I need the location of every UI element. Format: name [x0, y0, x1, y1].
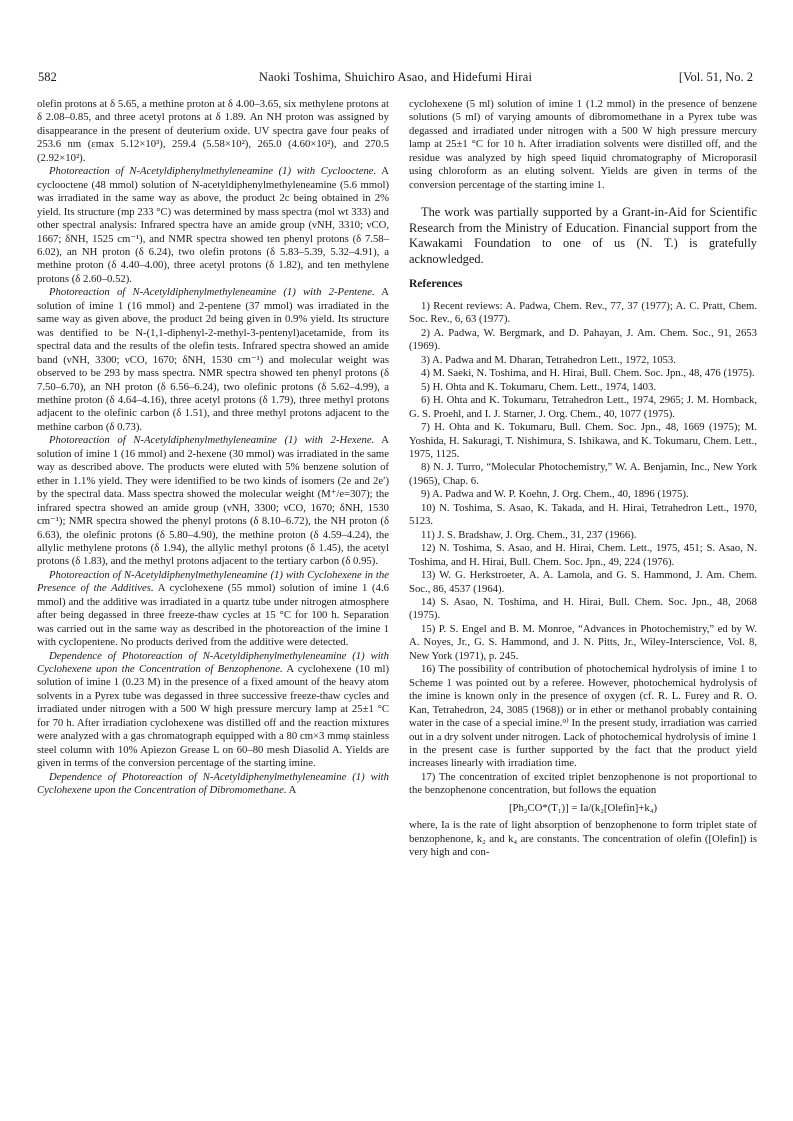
reference-item: 4) M. Saeki, N. Toshima, and H. Hirai, Bull. Chem. Soc. Jpn., 48, 476 (1975). [421, 367, 755, 380]
section-title: Photoreaction of N-Acetyldiphenylmethyleneamine (1) with 2-Pentene. [49, 286, 375, 299]
page-number: 582 [38, 70, 57, 84]
section-title: Photoreaction of N-Acetyldiphenylmethyleneamine (1) with Cyclooctene. [49, 165, 377, 178]
equation: [Ph₂CO*(T₁)] = Ia/(k₂[Olefin]+k₄) [508, 801, 658, 814]
reference-item: 7) H. Ohta and K. Tokumaru, Bull. Chem. Soc. Jpn., 48, 1669 (1975); M. Yoshida, H. Sakuragi, T. Nishimura, S. Ishikawa, and K. Tokumaru, Chem. Lett., 1975, 1125. [409, 421, 757, 460]
running-header [38, 70, 753, 88]
acknowledgment: The work was partially supported by a Grant-in-Aid for Scientific Research from the Ministry of Education. Financial support from the Kawakami Foundation to one of us (N. T.) is gratefully acknowledged. [409, 205, 757, 266]
paragraph-body: A cyclohexene (10 ml) solution of imine 1 (0.23 M) in the presence of a fixed amount of the heavy atom solvents in a Pyrex tube was degassed in three successive freeze-thaw cycles and irradiated under nitrogen with a 500 W high pressure mercury lamp at 25±1 °C for 70 h. After irradiation cyclohexene was distilled off and the reaction mixtures were analyzed with a gas chromatograph equipped with a 80 cm×3 mmφ stainless steel column with 10% Apiezon Grease L on 60–80 mesh Diasolid A. Yields are given in terms of the conversion percentage of the starting imine. [37, 663, 390, 770]
left-column [37, 98, 389, 798]
reference-item: 9) A. Padwa and W. P. Koehn, J. Org. Chem., 40, 1896 (1975). [421, 488, 689, 501]
paragraph-body: A solution of imine 1 (16 mmol) and 2-hexene (30 mmol) was irradiated in the same way as described above. The products were eluted with 5% benzene solution of ether in 1.1% yield. They were identified to be two kinds of isomers (2e and 2e′) by the spectral data. Mass spectra showed the molecular weight (M⁺/e=307); the infrared spectra showed an amide group (νNH, 3300; νCO, 1670; δNH, 1530 cm⁻¹); NMR spectra showed the phenyl protons (δ 8.10–6.72), the NH proton (δ 6.63), the olefinic protons (δ 5.80–4.90), the methine proton (δ 4.59–4.24), the allylic methylene protons (δ 1.94), the allylic methyl protons (δ 1.45), the acetyl protons (δ 1.83), and the methyl protons adjacent to the tertiary carbon (δ 0.95). [37, 434, 389, 568]
reference-item: 15) P. S. Engel and B. M. Monroe, “Advances in Photochemistry,” ed by W. A. Noyes, Jr., G. S. Hammond, and J. N. Pitts, Jr., Wiley-Interscience, Vol. 8, New York (1971), p. 245. [409, 622, 757, 662]
section-title: Dependence of Photoreaction of N-Acetyldiphenylmethyleneamine (1) with Cyclohexene upon the Concentration of Benzophenone. [37, 649, 389, 676]
paragraph: where, Ia is the rate of light absorption of benzophenone to form triplet state of benzophenone, k₂ and k₄ are constants. The concentration of olefin ([Olefin]) is very high and con- [409, 819, 757, 859]
paragraph [37, 165, 389, 286]
header-volume: [Vol. 51, No. 2 [678, 70, 753, 84]
references-heading: References [409, 277, 463, 290]
reference-item: 8) N. J. Turro, “Molecular Photochemistry,” W. A. Benjamin, Inc., New York (1965), Chap. 6. [409, 461, 757, 487]
header-authors: Naoki Toshima, Shuichiro Asao, and Hidefumi Hirai [258, 70, 533, 84]
section-title: Dependence of Photoreaction of N-Acetyldiphenylmethyleneamine (1) with Cyclohexene upon the Concentration of Dibromomethane. [37, 770, 389, 797]
paragraph-body: A cyclohexene (55 mmol) solution of imine 1 (4.6 mmol) and the additive was irradiated in a quartz tube under nitrogen atmosphere after being degassed in three freeze-thaw cycles at 15 °C for 100 h. Separation was carried out in the same way as described in the photoreaction of the imine 1 with cyclopentene. No products derived from the additive were detected. [37, 582, 389, 649]
reference-item: 13) W. G. Herkstroeter, A. A. Lamola, and G. S. Hammond, J. Am. Chem. Soc., 86, 4537 (1964). [409, 569, 757, 595]
reference-item: 3) A. Padwa and M. Dharan, Tetrahedron Lett., 1972, 1053. [421, 353, 676, 366]
right-column [409, 98, 757, 860]
paragraph [37, 569, 389, 650]
paragraph [37, 286, 389, 434]
paragraph-body: A [288, 784, 297, 797]
paragraph [37, 771, 389, 798]
reference-item: 12) N. Toshima, S. Asao, and H. Hirai, Chem. Lett., 1975, 451; S. Asao, N. Toshima, and H. Hirai, Bull. Chem. Soc. Jpn., 49, 224 (1976). [409, 542, 757, 568]
reference-item: 17) The concentration of excited triplet benzophenone is not proportional to the benzophenone concentration, but follows the equation [409, 770, 757, 797]
reference-item: 6) H. Ohta and K. Tokumaru, Tetrahedron Lett., 1974, 2965; J. M. Hornback, G. S. Proehl, and I. J. Starner, J. Org. Chem., 40, 1077 (1975). [409, 394, 757, 420]
reference-item: 10) N. Toshima, S. Asao, K. Takada, and H. Hirai, Tetrahedron Lett., 1970, 5123. [409, 501, 757, 528]
reference-item: 14) S. Asao, N. Toshima, and H. Hirai, Bull. Chem. Soc. Jpn., 48, 2068 (1975). [409, 595, 757, 622]
reference-item: 1) Recent reviews: A. Padwa, Chem. Rev., 77, 37 (1977); A. C. Pratt, Chem. Soc. Rev., 6, 63 (1977). [409, 300, 757, 326]
section-title: Photoreaction of N-Acetyldiphenylmethyleneamine (1) with 2-Hexene. [49, 434, 375, 447]
paragraph-body: A solution of imine 1 (16 mmol) and 2-pentene (37 mmol) was irradiated in the same way as given above, the product 2d being given in 0.9% yield. Its structure was dentified to be N-(1,1-diphenyl-2-methyl-3-pentenyl)acetamide, from its spectral data and the results of the olefin tests. Infrared spectra showed an amide band (νNH, 3300; νCO, 1670; δNH, 1530 cm⁻¹) and molecular weight was observed to be 293 by mass spectra. NMR spectra showed ten phenyl protons (δ 7.50–6.70), an NH proton (δ 6.56–6.24), two olefinic protons (δ 5.62–4.99), a methine proton (δ 4.64–4.16), three acetyl protons (δ 1.79), three methyl protons adjacent to the olefinic carbon (δ 1.51), and three methyl protons adjacent to the methine carbon (δ 0.73). [37, 286, 389, 433]
reference-item: 2) A. Padwa, W. Bergmark, and D. Pahayan, J. Am. Chem. Soc., 91, 2653 (1969). [409, 326, 757, 353]
paragraph [37, 650, 389, 771]
reference-item: 11) J. S. Bradshaw, J. Org. Chem., 31, 237 (1966). [421, 528, 637, 541]
paragraph [37, 434, 389, 569]
reference-item: 16) The possibility of contribution of photochemical hydrolysis of imine 1 to Scheme 1 was pointed out by a referee. However, photochemical hydrolysis of the imine is known only in the presence of oxygen (cf. R. L. Furey and R. O. Kan, Tetrahedron, 24, 3085 (1968)) or in ether or methanol probably containing water in the case of a special imine.⁹⁾ In the present study, irradiation was carried out in a dry solvent under nitrogen. Lack of photochemical hydrolysis of imine 1 in the present case is further supported by the fact that the product yield increases linearly with irradiation time. [409, 663, 757, 770]
paragraph: olefin protons at δ 5.65, a methine proton at δ 4.00–3.65, six methylene protons at δ 2.08–0.85, and three acetyl protons at δ 1.89. An NH proton was assigned by disappearance in the present of deuterium oxide. UV spectra gave four peaks of 253.6 nm (εmax 5.12×10³), 259.4 (5.58×10²), 265.0 (4.60×10²), and 270.5 (2.92×10²). [37, 98, 389, 164]
paragraph-body: A cyclooctene (48 mmol) solution of N-acetyldiphenylmethyleneamine (5.6 mmol) was irradiated in the same way as above, the product 2c being obtained in 2% yield. Its structure (mp 233 °C) was determined by mass spectra (mol wt 333) and other spectral analysis: Infrared spectra have an amide group (νNH, 3310; νCO, 1667; δNH, 1525 cm⁻¹), and NMR spectra showed ten phenyl protons (δ 7.58–6.02), an NH proton (δ 6.24), two olefin protons (δ 5.83–5.39, 5.32–4.91), a methine proton (δ 4.40–4.00), three acetyl protons (δ 1.82), and ten methylene protons (δ 2.60–0.52). [37, 165, 389, 285]
section-title: Photoreaction of N-Acetyldiphenylmethyleneamine (1) with Cyclohexene in the Presence of the Additives. [37, 568, 389, 595]
paragraph: cyclohexene (5 ml) solution of imine 1 (1.2 mmol) in the presence of benzene solutions (5 ml) of varying amounts of dibromomethane in a Pyrex tube was degassed and irradiated under nitrogen with a 500 W high pressure mercury lamp at 25±1 °C for 10 h. After irradiation solvents were distilled off, and the residue was analyzed by high speed liquid chromatography of Microporasil using chloroform as an eluting solvent. Yields are given in terms of the conversion percentage of the starting imine 1. [409, 98, 757, 191]
reference-item: 5) H. Ohta and K. Tokumaru, Chem. Lett., 1974, 1403. [421, 380, 657, 393]
